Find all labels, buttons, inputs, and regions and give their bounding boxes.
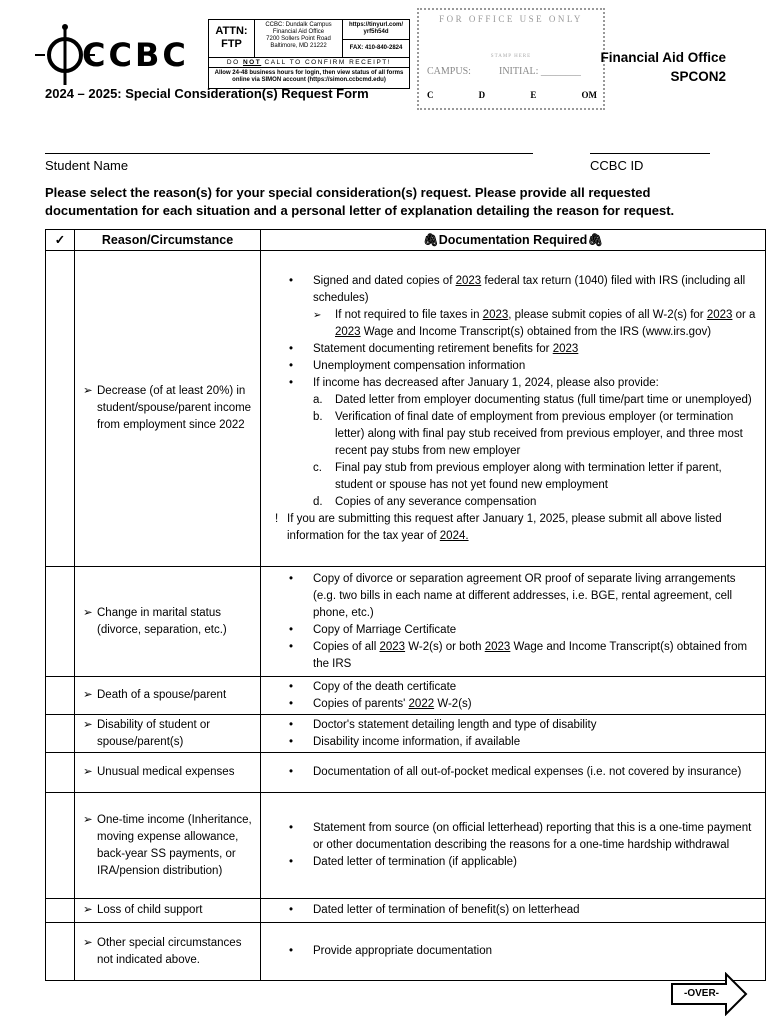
item-text: Unemployment compensation information bbox=[313, 359, 526, 372]
check-header: ✓ bbox=[46, 230, 75, 251]
documentation-cell bbox=[261, 753, 766, 793]
attn-label bbox=[209, 20, 255, 58]
row-checkbox[interactable] bbox=[46, 715, 75, 753]
list-item bbox=[273, 820, 759, 854]
reason-text: Disability of student or spouse/parent(s) bbox=[97, 718, 211, 748]
list-item bbox=[273, 854, 759, 871]
attn-block bbox=[208, 19, 410, 89]
row-checkbox[interactable] bbox=[46, 251, 75, 567]
student-name-field[interactable] bbox=[45, 153, 533, 154]
documentation-cell bbox=[261, 715, 766, 753]
list-item bbox=[273, 375, 759, 392]
list-item bbox=[273, 679, 759, 696]
code-e: E bbox=[530, 90, 537, 100]
arrow-bullet-icon: ➢ bbox=[83, 689, 93, 701]
reason-cell bbox=[75, 567, 261, 677]
arrow-bullet-icon: ➢ bbox=[83, 766, 93, 778]
reason-text: One-time income (Inheritance, moving expense allowance, back-year SS payments, or IRA/pension distribution) bbox=[97, 813, 252, 877]
address-line: 7200 Sollers Point Road bbox=[266, 36, 331, 42]
documentation-cell bbox=[261, 677, 766, 715]
documentation-list bbox=[273, 943, 759, 960]
documentation-cell bbox=[261, 899, 766, 923]
office-use-box bbox=[417, 8, 605, 110]
arrow-bullet-icon: ➢ bbox=[83, 718, 93, 731]
item-text: Statement from source (on official letterhead) reporting that this is a one-time payment or other documentation describing the reasons for a one-time hardship withdrawal bbox=[313, 822, 752, 851]
reason-wrap bbox=[83, 812, 260, 880]
list-item bbox=[273, 511, 759, 545]
documentation-list bbox=[273, 679, 759, 713]
table-row bbox=[46, 715, 766, 753]
paperclip-icon: 🖇 bbox=[587, 232, 604, 247]
url-line2: yrf5h54d bbox=[363, 29, 389, 35]
student-name-label: Student Name bbox=[45, 158, 129, 173]
initial-label: INITIAL: ________ bbox=[499, 66, 581, 77]
reason-text: Decrease (of at least 20%) in student/spouse/parent income from employment since 2022 bbox=[97, 385, 252, 431]
list-item bbox=[273, 392, 759, 409]
reasons-table bbox=[45, 229, 766, 981]
table-row bbox=[46, 923, 766, 981]
table-row bbox=[46, 567, 766, 677]
table-row bbox=[46, 793, 766, 899]
item-text: If income has decreased after January 1, 2024, please also provide: bbox=[313, 376, 659, 389]
over-label: -OVER- bbox=[684, 988, 719, 999]
item-text: Signed and dated copies of 2023 federal tax return (1040) filed with IRS (including all schedules) bbox=[313, 274, 746, 304]
list-item bbox=[273, 639, 759, 673]
reason-text: Death of a spouse/parent bbox=[97, 689, 227, 701]
list-item bbox=[273, 307, 759, 341]
item-text: Dated letter of termination (if applicable) bbox=[313, 856, 517, 868]
docs-header-label: Documentation Required bbox=[438, 232, 588, 247]
row-checkbox[interactable] bbox=[46, 899, 75, 923]
attn-address bbox=[255, 20, 343, 58]
list-item bbox=[273, 696, 759, 713]
item-text: If not required to file taxes in 2023, please submit copies of all W-2(s) for 2023 or a 2023 Wage and Income Transcript(s) obtained from the IRS (www.irs.gov) bbox=[335, 308, 756, 338]
reason-cell bbox=[75, 715, 261, 753]
list-item bbox=[273, 902, 759, 919]
list-item bbox=[273, 717, 759, 734]
item-text: Disability income information, if available bbox=[313, 735, 521, 748]
ccbc-id-label: CCBC ID bbox=[590, 158, 644, 173]
item-text: If you are submitting this request after January 1, 2025, please submit all above listed information for the tax year of 2024. bbox=[287, 512, 722, 542]
documentation-cell bbox=[261, 793, 766, 899]
reason-wrap bbox=[83, 717, 260, 751]
docs-header bbox=[261, 230, 766, 251]
reason-cell bbox=[75, 793, 261, 899]
code-om: OM bbox=[581, 90, 597, 100]
item-text: Verification of final date of employment from previous employer (or termination letter) along with final pay stub received from previous employer, and three most recent pay stubs from new employer bbox=[335, 410, 743, 457]
list-item bbox=[273, 734, 759, 751]
list-item bbox=[273, 622, 759, 639]
reason-wrap bbox=[83, 764, 260, 781]
list-item bbox=[273, 341, 759, 358]
documentation-list bbox=[273, 717, 759, 751]
instructions: Please select the reason(s) for your special consideration(s) request. Please provide all requested documentation for each situation and a personal letter of explanation detailing the reason for request. bbox=[45, 185, 675, 218]
ccbc-id-field[interactable] bbox=[590, 153, 710, 154]
item-text: Dated letter of termination of benefit(s) on letterhead bbox=[313, 904, 580, 916]
reason-text: Change in marital status (divorce, separation, etc.) bbox=[97, 606, 227, 636]
item-number: c. bbox=[313, 461, 322, 474]
reason-wrap bbox=[83, 902, 260, 919]
code-d: D bbox=[478, 90, 486, 100]
reason-wrap bbox=[83, 383, 260, 434]
arrow-bullet-icon: ➢ bbox=[83, 813, 93, 826]
upload-url[interactable] bbox=[343, 20, 409, 40]
item-text: Copy of divorce or separation agreement OR proof of separate living arrangements (e.g. two bills in each name at different addresses, i.e. BGE, rental agreement, cell phone, etc.) bbox=[313, 572, 736, 619]
row-checkbox[interactable] bbox=[46, 753, 75, 793]
table-row bbox=[46, 677, 766, 715]
item-text: Doctor's statement detailing length and type of disability bbox=[313, 718, 597, 731]
table-header-row bbox=[46, 230, 766, 251]
item-text: Provide appropriate documentation bbox=[313, 945, 493, 957]
form-title: 2024 – 2025: Special Consideration(s) Request Form bbox=[45, 86, 369, 101]
reason-wrap bbox=[83, 935, 260, 969]
item-number: b. bbox=[313, 410, 323, 423]
item-text: Copy of the death certificate bbox=[313, 680, 457, 693]
allow-notice: Allow 24-48 business hours for login, then view status of all forms online via SIMON account (https://simon.ccbcmd.edu) bbox=[214, 70, 404, 83]
logo-text: CCBC bbox=[82, 36, 189, 74]
item-text: Copies of all 2023 W-2(s) or both 2023 Wage and Income Transcript(s) obtained from the IRS bbox=[313, 640, 748, 670]
item-text: Final pay stub from previous employer along with termination letter if parent, student or spouse has not yet found new employment bbox=[335, 461, 722, 491]
item-number: d. bbox=[313, 495, 323, 508]
arrow-bullet-icon: ➢ bbox=[83, 936, 93, 949]
row-checkbox[interactable] bbox=[46, 923, 75, 981]
list-item bbox=[273, 494, 759, 511]
reason-wrap bbox=[83, 687, 260, 704]
table-row bbox=[46, 899, 766, 923]
list-item bbox=[273, 409, 759, 460]
office-code: SPCON2 bbox=[670, 69, 726, 84]
call-post: CALL TO CONFIRM RECEIPT! bbox=[261, 59, 392, 66]
arrow-bullet-icon: ➢ bbox=[83, 385, 93, 397]
reason-text: Loss of child support bbox=[97, 904, 203, 916]
list-item bbox=[273, 943, 759, 960]
stamp-here: STAMP HERE bbox=[490, 54, 532, 59]
row-checkbox[interactable] bbox=[46, 793, 75, 899]
reason-cell bbox=[75, 923, 261, 981]
office-codes bbox=[427, 90, 597, 100]
attn-label-line2: FTP bbox=[221, 38, 242, 50]
arrow-bullet-icon: ➢ bbox=[83, 606, 93, 619]
documentation-list bbox=[273, 764, 759, 781]
item-text: Statement documenting retirement benefits for 2023 bbox=[313, 342, 579, 355]
reason-cell bbox=[75, 251, 261, 567]
list-item bbox=[273, 460, 759, 494]
office-use-title: FOR OFFICE USE ONLY bbox=[439, 14, 583, 24]
paperclip-icon: 🖇 bbox=[422, 232, 439, 247]
reason-cell bbox=[75, 753, 261, 793]
item-text: Copies of parents' 2022 W-2(s) bbox=[313, 697, 472, 710]
address-line: CCBC: Dundalk Campus bbox=[265, 22, 332, 28]
list-item bbox=[273, 571, 759, 622]
reason-text: Other special circumstances not indicated above. bbox=[97, 936, 242, 966]
list-item bbox=[273, 764, 759, 781]
financial-aid-office bbox=[600, 48, 726, 86]
item-number: a. bbox=[313, 393, 323, 406]
row-checkbox[interactable] bbox=[46, 567, 75, 677]
fax-number: FAX: 410-840-2824 bbox=[343, 40, 409, 58]
reason-header: Reason/Circumstance bbox=[75, 230, 261, 251]
documentation-list bbox=[273, 571, 759, 673]
item-text: Copies of any severance compensation bbox=[335, 495, 537, 508]
list-item bbox=[273, 273, 759, 307]
call-pre: DO bbox=[226, 59, 243, 66]
address-line: Baltimore, MD 21222 bbox=[270, 43, 327, 49]
reason-cell bbox=[75, 899, 261, 923]
reason-text: Unusual medical expenses bbox=[97, 766, 235, 778]
documentation-cell bbox=[261, 567, 766, 677]
code-c: C bbox=[427, 90, 434, 100]
item-text: Dated letter from employer documenting status (full time/part time or unemployed) bbox=[335, 393, 752, 406]
arrow-bullet-icon: ➢ bbox=[83, 904, 93, 916]
do-not-call-notice bbox=[209, 58, 409, 68]
attn-label-line1: ATTN: bbox=[215, 25, 248, 37]
reason-wrap bbox=[83, 605, 260, 639]
list-item bbox=[273, 358, 759, 375]
url-line1: https://tinyurl.com/ bbox=[349, 22, 403, 28]
row-checkbox[interactable] bbox=[46, 677, 75, 715]
documentation-list bbox=[273, 902, 759, 919]
table-row bbox=[46, 251, 766, 567]
reason-cell bbox=[75, 677, 261, 715]
documentation-list bbox=[273, 273, 759, 545]
documentation-list bbox=[273, 820, 759, 871]
item-text: Copy of Marriage Certificate bbox=[313, 623, 457, 636]
campus-label: CAMPUS: bbox=[427, 66, 471, 77]
documentation-cell bbox=[261, 251, 766, 567]
call-not: NOT bbox=[242, 59, 262, 66]
office-name: Financial Aid Office bbox=[600, 50, 726, 65]
table-row bbox=[46, 753, 766, 793]
item-text: Documentation of all out-of-pocket medical expenses (i.e. not covered by insurance) bbox=[313, 766, 742, 778]
address-line: Financial Aid Office bbox=[272, 29, 325, 35]
